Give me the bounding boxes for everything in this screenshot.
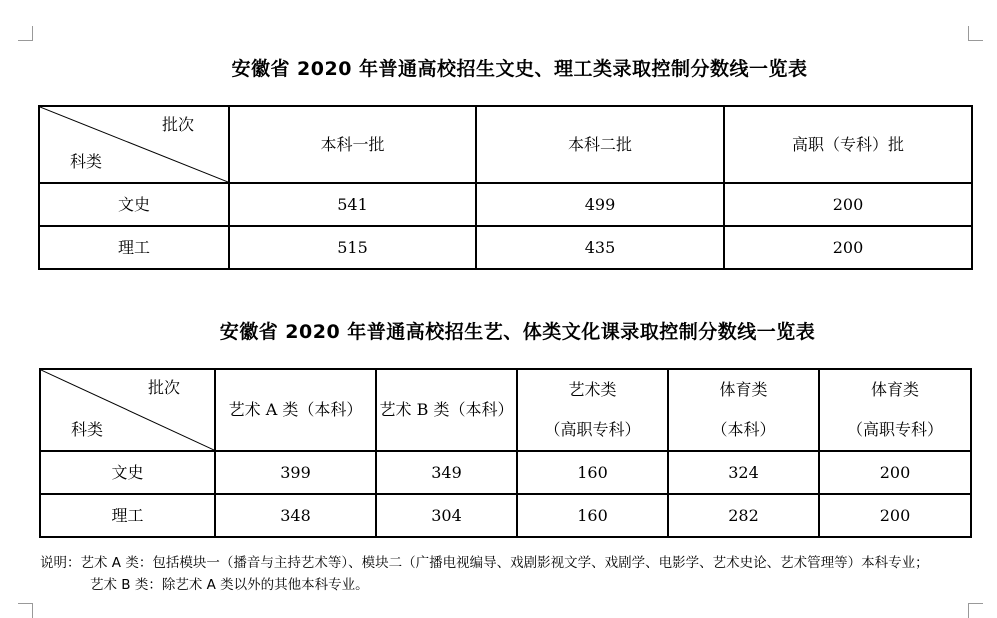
diagonal-line <box>40 107 228 182</box>
page-corner-mark <box>18 26 33 41</box>
table1 <box>38 105 973 270</box>
table2-header-cell <box>517 369 668 451</box>
table2-header-cell <box>668 369 819 451</box>
table2-corner-cell <box>40 369 215 451</box>
table2-header-cell: 艺术 A 类（本科） <box>215 369 376 451</box>
table2-title: 安徽省 2020 年普通高校招生艺、体类文化课录取控制分数线一览表 <box>219 321 816 343</box>
corner-label-batch: 批次 <box>161 115 194 134</box>
row-category: 理工 <box>40 494 215 537</box>
diagonal-line <box>41 370 214 450</box>
note-line-2: 艺术 B 类：除艺术 A 类以外的其他本科专业。 <box>90 577 369 593</box>
table1-header-cell: 本科一批 <box>229 106 476 183</box>
score-cell: 200 <box>724 183 972 226</box>
table-row <box>40 494 971 537</box>
row-category: 理工 <box>39 226 229 269</box>
header-line1: 体育类 <box>870 380 919 399</box>
header-line2: （高职专科） <box>846 420 943 439</box>
table1-header-row <box>39 106 972 183</box>
corner-label-batch: 批次 <box>147 378 180 397</box>
score-cell: 541 <box>229 183 476 226</box>
row-category: 文史 <box>40 451 215 494</box>
header-line2: （本科） <box>711 420 776 439</box>
score-cell: 499 <box>476 183 724 226</box>
score-cell: 200 <box>819 494 971 537</box>
header-line1: 体育类 <box>719 380 768 399</box>
corner-label-category: 科类 <box>71 420 104 439</box>
table1-header-cell: 本科二批 <box>476 106 724 183</box>
header-line2: （高职专科） <box>544 420 641 439</box>
score-cell: 200 <box>819 451 971 494</box>
score-cell: 399 <box>215 451 376 494</box>
footnotes <box>40 552 929 596</box>
score-cell: 324 <box>668 451 819 494</box>
score-cell: 349 <box>376 451 517 494</box>
score-cell: 160 <box>517 451 668 494</box>
page-corner-mark <box>18 603 33 618</box>
row-category: 文史 <box>39 183 229 226</box>
score-cell: 160 <box>517 494 668 537</box>
table-row <box>39 226 972 269</box>
table2-header-cell: 艺术 B 类（本科） <box>376 369 517 451</box>
table2-header-row <box>40 369 971 451</box>
score-cell: 282 <box>668 494 819 537</box>
header-line1: 艺术类 <box>568 380 617 399</box>
table1-corner-cell <box>39 106 229 183</box>
table1-header-cell: 高职（专科）批 <box>724 106 972 183</box>
corner-label-category: 科类 <box>70 152 103 171</box>
score-cell: 435 <box>476 226 724 269</box>
table2-header-cell <box>819 369 971 451</box>
table-row <box>40 451 971 494</box>
score-cell: 200 <box>724 226 972 269</box>
score-cell: 515 <box>229 226 476 269</box>
note-line-1: 说明：艺术 A 类：包括模块一（播音与主持艺术等）、模块二（广播电视编导、戏剧影视文学、戏剧学、电影学、艺术史论、艺术管理等）本科专业； <box>40 555 929 571</box>
table2 <box>39 368 972 538</box>
page-corner-mark <box>968 603 983 618</box>
table1-title: 安徽省 2020 年普通高校招生文史、理工类录取控制分数线一览表 <box>231 58 808 80</box>
score-cell: 348 <box>215 494 376 537</box>
page-corner-mark <box>968 26 983 41</box>
table-row <box>39 183 972 226</box>
score-cell: 304 <box>376 494 517 537</box>
